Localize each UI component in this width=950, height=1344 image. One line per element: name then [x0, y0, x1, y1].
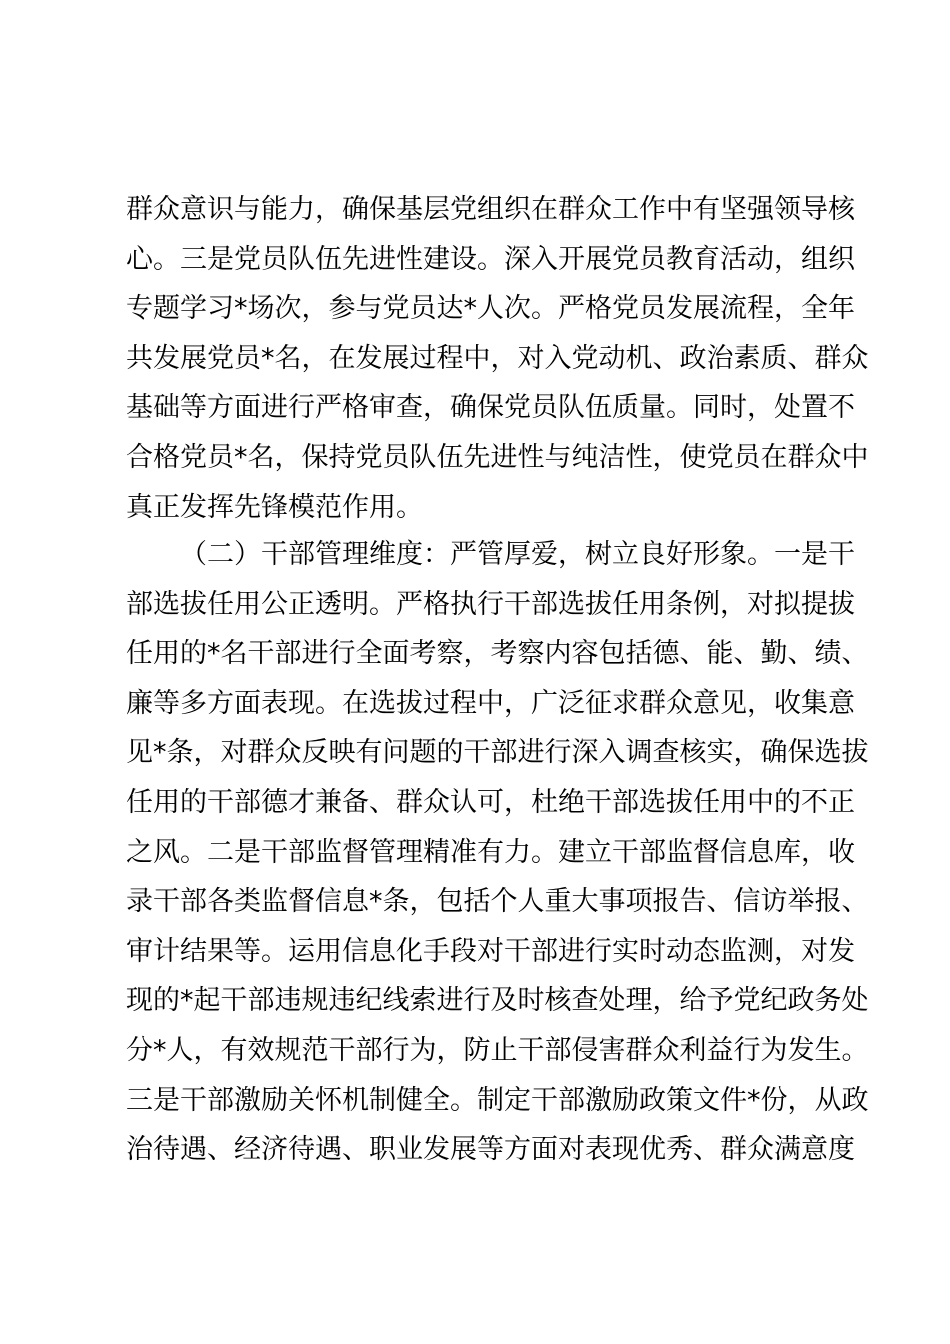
text-line: 治待遇、经济待遇、职业发展等方面对表现优秀、群众满意度 [126, 1134, 855, 1166]
text-line: 任用的*名干部进行全面考察，考察内容包括德、能、勤、绩、 [126, 638, 869, 670]
text-line: 审计结果等。运用信息化手段对干部进行实时动态监测，对发 [126, 935, 855, 967]
text-line: 录干部各类监督信息*条，包括个人重大事项报告、信访举报、 [126, 886, 869, 918]
text-line: 基础等方面进行严格审查，确保党员队伍质量。同时，处置不 [126, 392, 855, 424]
text-line: 之风。二是干部监督管理精准有力。建立干部监督信息库，收 [126, 836, 855, 868]
text-line: 分*人，有效规范干部行为，防止干部侵害群众利益行为发生。 [126, 1034, 869, 1066]
text-line: 心。三是党员队伍先进性建设。深入开展党员教育活动，组织 [126, 243, 855, 275]
paragraph-party-member-team [126, 185, 869, 532]
text-line: 共发展党员*名，在发展过程中，对入党动机、政治素质、群众 [126, 342, 869, 374]
text-line: 部选拔任用公正透明。严格执行干部选拔任用条例，对拟提拔 [126, 588, 855, 620]
text-line: 任用的干部德才兼备、群众认可，杜绝干部选拔任用中的不正 [126, 786, 855, 818]
text-line: 廉等多方面表现。在选拔过程中，广泛征求群众意见，收集意 [126, 687, 855, 719]
text-line: 真正发挥先锋模范作用。 [126, 491, 423, 523]
text-line: 现的*起干部违规违纪线索进行及时核查处理，给予党纪政务处 [126, 985, 869, 1017]
text-line: 合格党员*名，保持党员队伍先进性与纯洁性，使党员在群众中 [126, 441, 869, 473]
text-line: 三是干部激励关怀机制健全。制定干部激励政策文件*份，从政 [126, 1084, 869, 1116]
text-line: 群众意识与能力，确保基层党组织在群众工作中有坚强领导核 [126, 194, 855, 225]
text-line: 专题学习*场次，参与党员达*人次。严格党员发展流程，全年 [126, 293, 855, 325]
section-heading-line: （二）干部管理维度：严管厚爱，树立良好形象。一是干 [180, 539, 855, 570]
paragraph-cadre-management [126, 530, 869, 1175]
text-line: 见*条，对群众反映有问题的干部进行深入调查核实，确保选拔 [126, 737, 869, 769]
